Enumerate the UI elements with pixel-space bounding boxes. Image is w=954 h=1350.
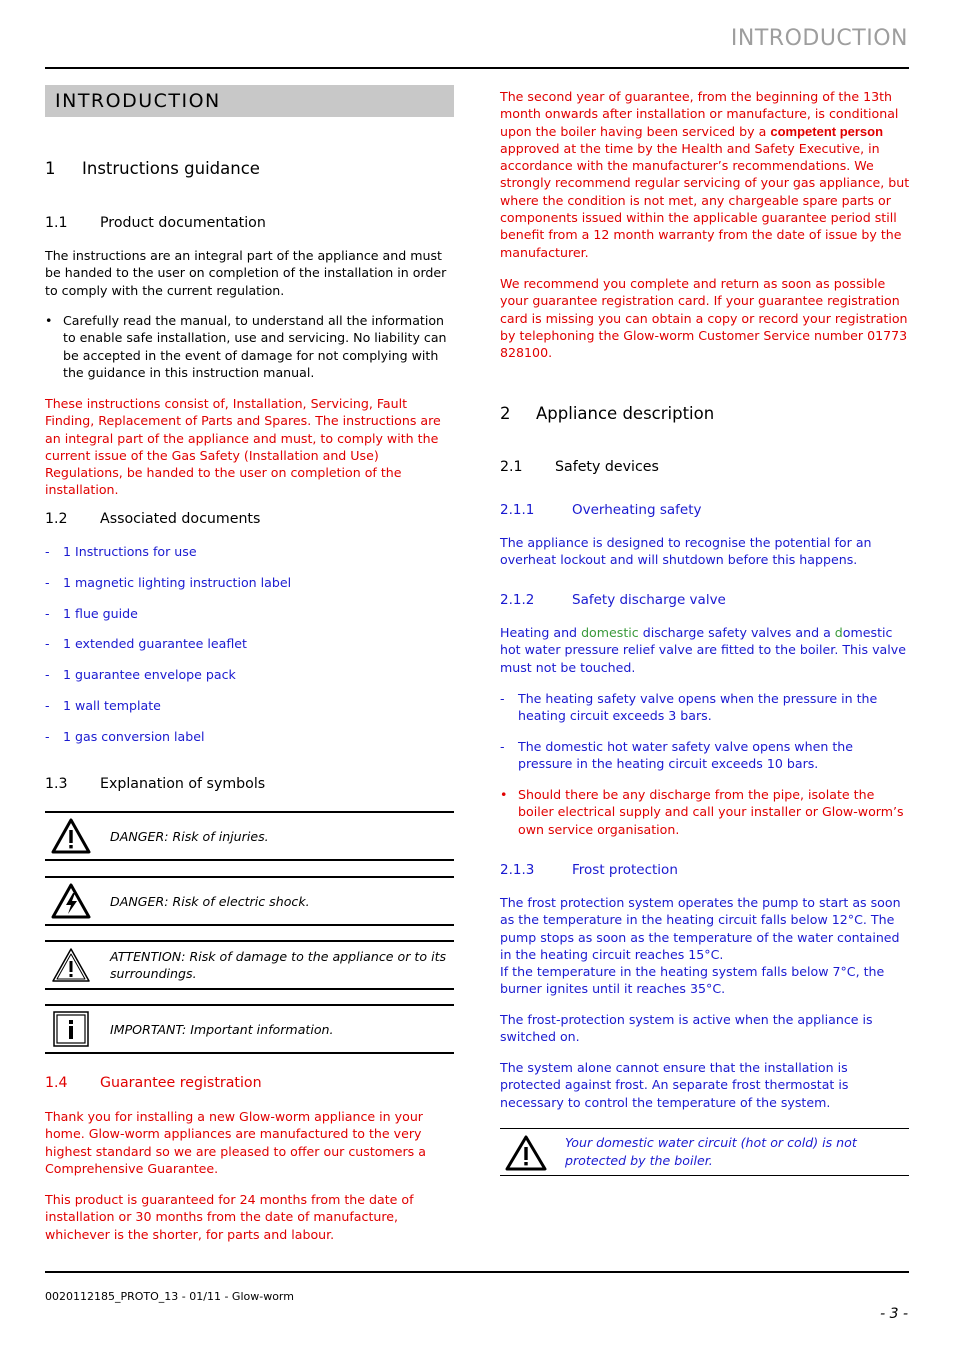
symbol-row-electric (45, 876, 454, 926)
section-title: Product documentation (100, 215, 266, 231)
footer-document-code: 0020112185_PROTO_13 - 01/11 - Glow-worm (45, 1290, 294, 1303)
instructions-red-paragraph: These instructions consist of, Installation, Servicing, Fault Finding, Replacement of Parts and Spares. The instructions are an integral part of the appliance and must, to comply with the current issue of the Gas Safety (Installation and Use) Regulations, be handed to the user on completion of the installation. (45, 396, 441, 498)
product-doc-bullet (45, 312, 455, 381)
section-number: 1.1 (45, 215, 68, 231)
section-title: Explanation of symbols (100, 776, 266, 792)
discharge-list-item: - The heating safety valve opens when the pressure in the heating circuit exceeds 3 bars. (500, 691, 878, 724)
section-number: 2.1 (500, 459, 523, 475)
frost-paragraph-3: The system alone cannot ensure that the installation is protected against frost. An separate frost thermostat is necessary to control the temperature of the system. (500, 1060, 849, 1110)
bullet-text: Carefully read the manual, to understand all the information to enable safe installation, use and servicing. No liability can be accepted in the event of damage for not complying with the guidance in this instruction manual. (63, 313, 447, 380)
section-banner-label: INTRODUCTION (55, 90, 221, 112)
symbol-text: ATTENTION: Risk of damage to the appliance or to its surroundings. (110, 949, 447, 981)
guarantee-paragraph-4: We recommend you complete and return as soon as possible your guarantee registration card. If your guarantee registration card is missing you can obtain a copy or record your registration by telephoning the Glow-worm Customer Service number 01773 828100. (500, 276, 908, 361)
section-number: 2 (500, 404, 511, 423)
competent-person-emphasis: competent person (770, 123, 884, 139)
guarantee-paragraph-2: This product is guaranteed for 24 months from the date of installation or 30 months from the date of manufacture, whichever is the shorter, for parts and labour. (45, 1192, 414, 1242)
overheating-paragraph: The appliance is designed to recognise the potential for an overheat lockout and will shutdown before this happens. (500, 535, 872, 568)
section-number: 1.3 (45, 776, 68, 792)
page-number: - 3 - (880, 1306, 908, 1322)
symbol-row-attention (45, 940, 454, 990)
discharge-list-item: • Should there be any discharge from the pipe, isolate the boiler electrical supply and call your installer or Glow-worm’s own service organisation. (500, 787, 904, 837)
note-text: Your domestic water circuit (hot or cold) is not protected by the boiler. (565, 1135, 857, 1168)
header-rule (45, 67, 909, 69)
section-1-1-heading (45, 215, 266, 231)
section-1-3-heading (45, 776, 265, 792)
attention-icon (51, 946, 91, 984)
guarantee-paragraph-1: Thank you for installing a new Glow-worm appliance in your home. Glow-worm appliances are manufactured to the very highest standard so we are pleased to offer our customers a Comprehensive Guarantee. (45, 1109, 426, 1176)
footer-rule (45, 1271, 909, 1273)
section-2-1-heading (500, 459, 659, 475)
bullet-marker: • (45, 313, 53, 328)
symbol-text: DANGER: Risk of injuries. (110, 829, 269, 844)
danger-warning-icon (505, 1134, 547, 1172)
guarantee-paragraph-3: The second year of guarantee, from the beginning of the 13th month onwards after installation or manufacture, is conditional upon the boiler having been serviced by a competent person approved at the time by the Health and Safety Executive, in accordance with the manufacturer’s recommendations. We strongly recommend regular servicing of your gas appliance, but where the condition is not met, any chargeable spare parts or components issued within the applicable guarantee period still benefit from a 12 month warranty from the date of issue by the manufacturer. (500, 89, 910, 260)
section-title: Associated documents (100, 511, 261, 527)
danger-injury-icon (51, 817, 91, 855)
section-number: 1.4 (45, 1075, 68, 1091)
section-2-1-1-heading (500, 502, 701, 518)
section-number: 2.1.2 (500, 592, 535, 608)
section-2-1-2-heading (500, 592, 726, 608)
section-1-4-heading (45, 1075, 262, 1091)
symbol-text: IMPORTANT: Important information. (110, 1022, 334, 1037)
section-1-2-heading (45, 511, 260, 527)
frost-paragraph-1: The frost protection system operates the pump to start as soon as the temperature in the heating circuit falls below 12°C. The pump stops as soon as the temperature of the water contained in the heating circuit reaches 15°C. If the temperature in the heating system falls below 7°C, the burner ignites until it reaches 35°C. (500, 895, 901, 997)
symbol-row-injury (45, 811, 454, 861)
section-number: 1.2 (45, 511, 68, 527)
discharge-paragraph: Heating and domestic discharge safety valves and a domestic hot water pressure relief valve are fitted to the boiler. This valve must not be touched. (500, 625, 906, 675)
section-number: 2.1.1 (500, 502, 535, 518)
section-title: Safety devices (555, 459, 659, 475)
info-icon (51, 1010, 91, 1048)
section-title: Guarantee registration (100, 1075, 262, 1091)
frost-note (500, 1128, 909, 1176)
section-title: Safety discharge valve (572, 592, 726, 608)
section-2-heading (500, 404, 714, 423)
section-2-1-3-heading (500, 862, 678, 878)
symbol-text: DANGER: Risk of electric shock. (110, 894, 310, 909)
frost-paragraph-2: The frost-protection system is active when the appliance is switched on. (500, 1012, 873, 1045)
section-title: Overheating safety (572, 502, 702, 518)
section-title: Frost protection (572, 862, 678, 878)
section-banner (45, 85, 454, 117)
electric-shock-icon (51, 882, 91, 920)
section-number: 2.1.3 (500, 862, 535, 878)
symbol-row-info (45, 1004, 454, 1054)
page-header-title: INTRODUCTION (730, 26, 908, 51)
section-title: Instructions guidance (82, 159, 260, 178)
product-doc-paragraph: The instructions are an integral part of the appliance and must be handed to the user on completion of the installation in order to comply with the current regulation. (45, 248, 447, 298)
section-title: Appliance description (536, 404, 715, 423)
section-number: 1 (45, 159, 56, 178)
section-1-heading (45, 159, 260, 178)
discharge-list-item: - The domestic hot water safety valve opens when the pressure in the heating circuit exceeds 10 bars. (500, 739, 853, 772)
